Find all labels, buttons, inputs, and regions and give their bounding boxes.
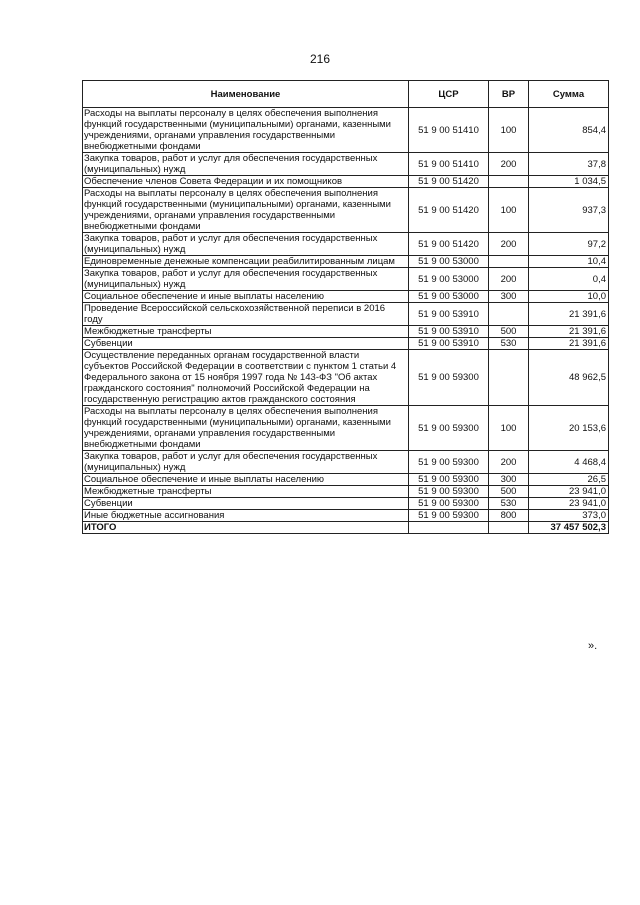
row-csr: 51 9 00 53910: [409, 303, 489, 326]
row-csr: 51 9 00 53000: [409, 291, 489, 303]
row-name: Проведение Всероссийской сельскохозяйственной переписи в 2016 году: [83, 303, 409, 326]
row-name: Межбюджетные трансферты: [83, 486, 409, 498]
row-sum: 0,4: [529, 268, 609, 291]
row-vr: 530: [489, 338, 529, 350]
row-csr: 51 9 00 53000: [409, 256, 489, 268]
table-row: [83, 291, 609, 303]
row-csr: 51 9 00 59300: [409, 474, 489, 486]
row-csr: 51 9 00 59300: [409, 486, 489, 498]
row-vr: 200: [489, 233, 529, 256]
row-vr: 100: [489, 188, 529, 233]
row-name: Закупка товаров, работ и услуг для обеспечения государственных (муниципальных) нужд: [83, 233, 409, 256]
budget-table: [82, 80, 609, 534]
row-csr: 51 9 00 59300: [409, 350, 489, 406]
row-vr: 100: [489, 406, 529, 451]
row-sum: 37,8: [529, 153, 609, 176]
header-sum: Сумма: [529, 81, 609, 108]
table-row: [83, 486, 609, 498]
row-csr: 51 9 00 59300: [409, 510, 489, 522]
row-sum: 20 153,6: [529, 406, 609, 451]
total-csr-empty: [409, 522, 489, 534]
row-vr: 200: [489, 451, 529, 474]
row-csr: 51 9 00 51420: [409, 176, 489, 188]
table-row: [83, 176, 609, 188]
table-row: [83, 153, 609, 176]
row-vr: 530: [489, 498, 529, 510]
table-row: [83, 233, 609, 256]
row-name: Иные бюджетные ассигнования: [83, 510, 409, 522]
row-sum: 21 391,6: [529, 303, 609, 326]
row-csr: 51 9 00 59300: [409, 451, 489, 474]
header-vr: ВР: [489, 81, 529, 108]
table-row: [83, 303, 609, 326]
row-sum: 23 941,0: [529, 498, 609, 510]
row-csr: 51 9 00 51410: [409, 153, 489, 176]
row-sum: 26,5: [529, 474, 609, 486]
row-vr: 300: [489, 474, 529, 486]
table-row: [83, 256, 609, 268]
row-sum: 937,3: [529, 188, 609, 233]
table-row: [83, 406, 609, 451]
row-csr: 51 9 00 59300: [409, 406, 489, 451]
row-name: Закупка товаров, работ и услуг для обеспечения государственных (муниципальных) нужд: [83, 153, 409, 176]
row-sum: 10,4: [529, 256, 609, 268]
row-sum: 4 468,4: [529, 451, 609, 474]
table-row: [83, 498, 609, 510]
table-row: [83, 188, 609, 233]
table-row: [83, 326, 609, 338]
table-row: [83, 350, 609, 406]
row-name: Субвенции: [83, 338, 409, 350]
row-name: Расходы на выплаты персоналу в целях обеспечения выполнения функций государственными (муниципальными) органами, казенными учреждениями, органами управления государственными внебюджетными фондами: [83, 188, 409, 233]
table-row: [83, 510, 609, 522]
row-csr: 51 9 00 53000: [409, 268, 489, 291]
row-name: Осуществление переданных органам государственной власти субъектов Российской Федерации в соответствии с пунктом 1 статьи 4 Федерального закона от 15 ноября 1997 года № 143-ФЗ "Об актах гражданского состояния" полномочий Российской Федерации на государственную регистрацию актов гражданского состояния: [83, 350, 409, 406]
page-number: 216: [309, 52, 331, 66]
row-name: Закупка товаров, работ и услуг для обеспечения государственных (муниципальных) нужд: [83, 268, 409, 291]
row-name: Закупка товаров, работ и услуг для обеспечения государственных (муниципальных) нужд: [83, 451, 409, 474]
row-vr: 500: [489, 486, 529, 498]
row-csr: 51 9 00 53910: [409, 326, 489, 338]
row-vr: 300: [489, 291, 529, 303]
row-name: Межбюджетные трансферты: [83, 326, 409, 338]
row-sum: 1 034,5: [529, 176, 609, 188]
table-row: [83, 108, 609, 153]
row-sum: 97,2: [529, 233, 609, 256]
row-vr: 800: [489, 510, 529, 522]
row-vr: [489, 176, 529, 188]
header-csr: ЦСР: [409, 81, 489, 108]
table-row: [83, 451, 609, 474]
row-vr: 200: [489, 153, 529, 176]
table-row: [83, 268, 609, 291]
row-sum: 10,0: [529, 291, 609, 303]
row-vr: 200: [489, 268, 529, 291]
row-name: Социальное обеспечение и иные выплаты населению: [83, 291, 409, 303]
table-row: [83, 474, 609, 486]
row-csr: 51 9 00 51410: [409, 108, 489, 153]
closing-quote-mark: ».: [588, 640, 598, 652]
header-name: Наименование: [83, 81, 409, 108]
row-sum: 373,0: [529, 510, 609, 522]
row-csr: 51 9 00 53910: [409, 338, 489, 350]
row-vr: [489, 303, 529, 326]
row-vr: 100: [489, 108, 529, 153]
row-vr: 500: [489, 326, 529, 338]
row-sum: 48 962,5: [529, 350, 609, 406]
row-name: Субвенции: [83, 498, 409, 510]
total-label: ИТОГО: [83, 522, 409, 534]
total-sum: 37 457 502,3: [529, 522, 609, 534]
row-name: Социальное обеспечение и иные выплаты населению: [83, 474, 409, 486]
row-csr: 51 9 00 51420: [409, 233, 489, 256]
row-name: Расходы на выплаты персоналу в целях обеспечения выполнения функций государственными (муниципальными) органами, казенными учреждениями, органами управления государственными внебюджетными фондами: [83, 406, 409, 451]
row-csr: 51 9 00 51420: [409, 188, 489, 233]
table-header-row: [83, 81, 609, 108]
table-row: [83, 338, 609, 350]
row-name: Обеспечение членов Совета Федерации и их помощников: [83, 176, 409, 188]
row-csr: 51 9 00 59300: [409, 498, 489, 510]
row-sum: 23 941,0: [529, 486, 609, 498]
row-name: Единовременные денежные компенсации реабилитированным лицам: [83, 256, 409, 268]
row-sum: 21 391,6: [529, 326, 609, 338]
row-name: Расходы на выплаты персоналу в целях обеспечения выполнения функций государственными (муниципальными) органами, казенными учреждениями, органами управления государственными внебюджетными фондами: [83, 108, 409, 153]
total-row: [83, 522, 609, 534]
row-sum: 21 391,6: [529, 338, 609, 350]
row-sum: 854,4: [529, 108, 609, 153]
row-vr: [489, 350, 529, 406]
row-vr: [489, 256, 529, 268]
total-vr-empty: [489, 522, 529, 534]
